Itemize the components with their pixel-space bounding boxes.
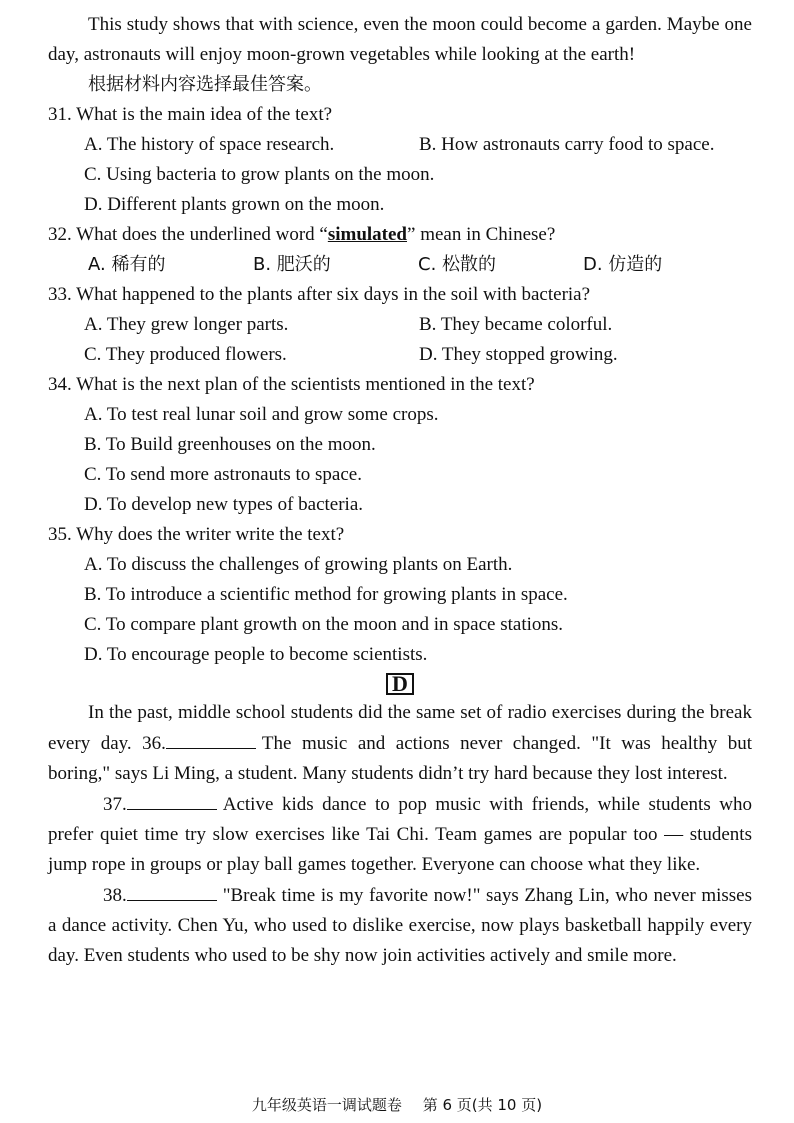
option-d[interactable]: D. Different plants grown on the moon. [84,194,385,215]
question-31: 31. What is the main idea of the text? [48,104,333,125]
option-b[interactable]: B. They became colorful. [419,314,613,335]
option-a[interactable]: A. The history of space research. [84,134,335,155]
option-d[interactable]: D. They stopped growing. [419,344,618,365]
question-33: 33. What happened to the plants after six days in the soil with bacteria? [48,284,591,305]
option-c[interactable]: C. To send more astronauts to space. [84,464,362,485]
question-35: 35. Why does the writer write the text? [48,524,345,545]
passage-paragraph-1: In the past, middle school students did the same set of radio exercises during the break every day. 36. The music and actions never changed. "It was healthy but boring," says Li Ming, a student. Many students didn’t try hard because they lost interest. [48,702,752,784]
options-row [84,310,752,340]
option-c[interactable]: C. They produced flowers. [84,344,287,365]
option-c[interactable]: C. Using bacteria to grow plants on the moon. [84,164,435,185]
option-a[interactable]: A. To discuss the challenges of growing plants on Earth. [84,554,513,575]
exam-title: 九年级英语一调试题卷 [251,1096,402,1114]
option-b[interactable]: B. How astronauts carry food to space. [419,134,715,155]
passage-conclusion: This study shows that with science, even the moon could become a garden. Maybe one day, astronauts will enjoy moon-grown vegetables while looking at the earth! [48,14,752,65]
page-footer [0,1090,794,1120]
option-b[interactable]: B. To Build greenhouses on the moon. [84,434,376,455]
option-a[interactable]: A. They grew longer parts. [84,314,289,335]
answer-blank-38[interactable] [127,880,217,901]
options-row [88,250,752,280]
option-d[interactable]: D. 仿造的 [583,254,663,275]
exam-page [48,10,752,971]
option-d[interactable]: D. To encourage people to become scientists. [84,644,428,665]
option-c[interactable]: C. To compare plant growth on the moon and in space stations. [84,614,564,635]
answer-blank-37[interactable] [127,789,217,810]
passage-paragraph-3: 38. "Break time is my favorite now!" says Zhang Lin, who never misses a dance activity. Chen Yu, who used to dislike exercise, now plays basketball happily every day. Even students who used to be shy now join activities actively and smile more. [48,880,752,971]
answer-blank-36[interactable] [166,728,256,749]
option-a[interactable]: A. 稀有的 [88,254,166,275]
option-d[interactable]: D. To develop new types of bacteria. [84,494,364,515]
option-a[interactable]: A. To test real lunar soil and grow some crops. [84,404,439,425]
page-number: 第 6 页(共 10 页) [422,1096,543,1114]
question-34: 34. What is the next plan of the scientists mentioned in the text? [48,374,535,395]
option-c[interactable]: C. 松散的 [418,254,497,275]
option-b[interactable]: B. To introduce a scientific method for growing plants in space. [84,584,568,605]
passage-paragraph-2: 37. Active kids dance to pop music with friends, while students who prefer quiet time try slow exercises like Tai Chi. Team games are popular too — students jump rope in groups or play ball games together. Everyone can choose what they like. [48,789,752,880]
instruction: 根据材料内容选择最佳答案。 [88,74,322,95]
section-heading: D [48,670,752,698]
underlined-word: simulated [327,224,408,245]
question-32: 32. What does the underlined word “simulated” mean in Chinese? [48,224,556,245]
options-row [84,340,752,370]
option-b[interactable]: B. 肥沃的 [253,254,331,275]
options-row [84,130,752,160]
